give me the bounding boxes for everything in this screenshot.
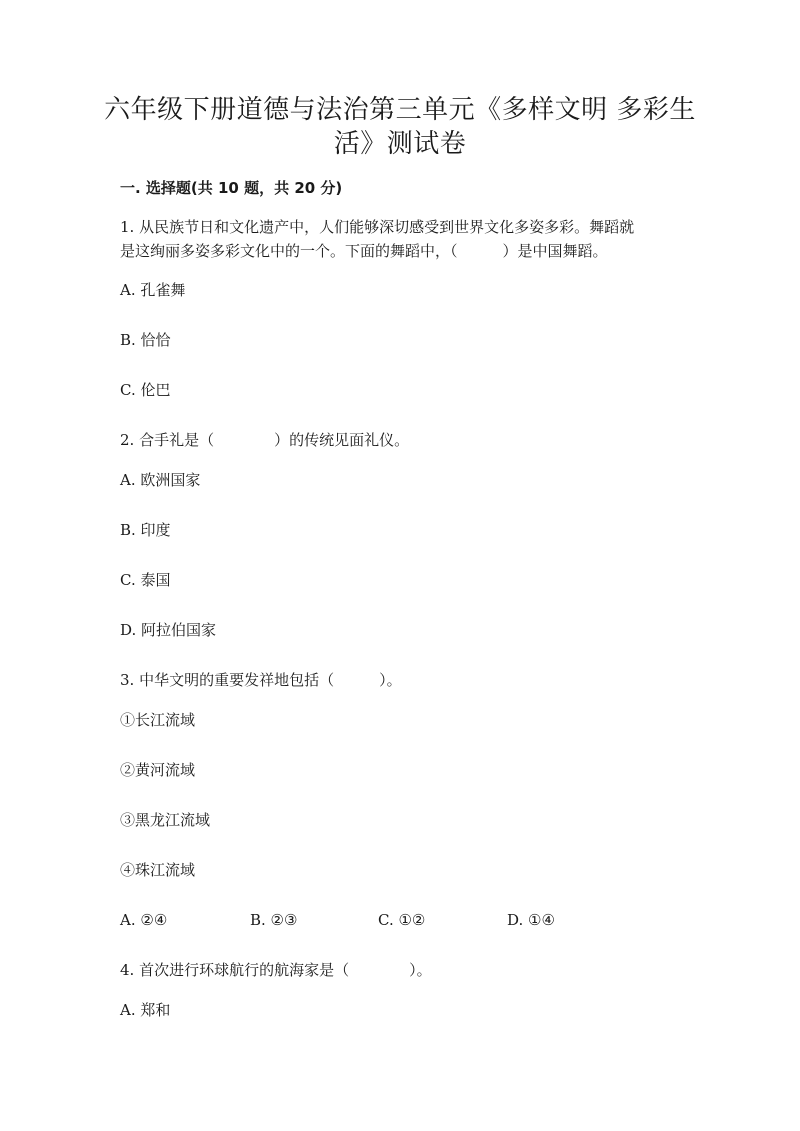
question-4-option-a[interactable]: A. 郑和 <box>120 1001 171 1019</box>
question-3-item-2: ②黄河流域 <box>120 761 196 779</box>
exam-title-line-2: 活》测试卷 <box>333 129 467 159</box>
question-1-stem-line-2: 是这绚丽多姿多彩文化中的一个。下面的舞蹈中，（ ）是中国舞蹈。 <box>120 242 608 260</box>
question-2-option-c[interactable]: C. 泰国 <box>120 571 171 589</box>
question-2-option-b[interactable]: B. 印度 <box>120 521 171 539</box>
question-2-stem: 2. 合手礼是（ ）的传统见面礼仪。 <box>120 431 410 449</box>
question-3-option-b[interactable]: B. ②③ <box>250 911 298 929</box>
question-2-option-d[interactable]: D. 阿拉伯国家 <box>120 621 217 639</box>
question-3-item-4: ④珠江流域 <box>120 861 196 879</box>
question-1-option-c[interactable]: C. 伦巴 <box>120 381 171 399</box>
question-1-stem-line-1: 1. 从民族节日和文化遗产中，人们能够深切感受到世界文化多姿多彩。舞蹈就 <box>120 218 635 236</box>
question-1-option-b[interactable]: B. 恰恰 <box>120 331 171 349</box>
question-3-stem: 3. 中华文明的重要发祥地包括（ ）。 <box>120 671 402 689</box>
question-4-stem: 4. 首次进行环球航行的航海家是（ ）。 <box>120 961 432 979</box>
question-1-option-a[interactable]: A. 孔雀舞 <box>120 281 186 299</box>
question-3-option-c[interactable]: C. ①② <box>378 911 426 929</box>
question-3-item-3: ③黑龙江流域 <box>120 811 211 829</box>
question-2-option-a[interactable]: A. 欧洲国家 <box>120 471 201 489</box>
question-1-stem <box>120 215 680 263</box>
section-heading: 一. 选择题(共 10 题，共 20 分) <box>120 179 343 197</box>
question-3-item-1: ①长江流域 <box>120 711 196 729</box>
question-3-option-a[interactable]: A. ②④ <box>120 911 168 929</box>
exam-title-line-1: 六年级下册道德与法治第三单元《多样文明 多彩生 <box>104 95 696 125</box>
question-3-options-row <box>120 908 680 932</box>
exam-title <box>100 93 700 161</box>
question-3-option-d[interactable]: D. ①④ <box>507 911 555 929</box>
